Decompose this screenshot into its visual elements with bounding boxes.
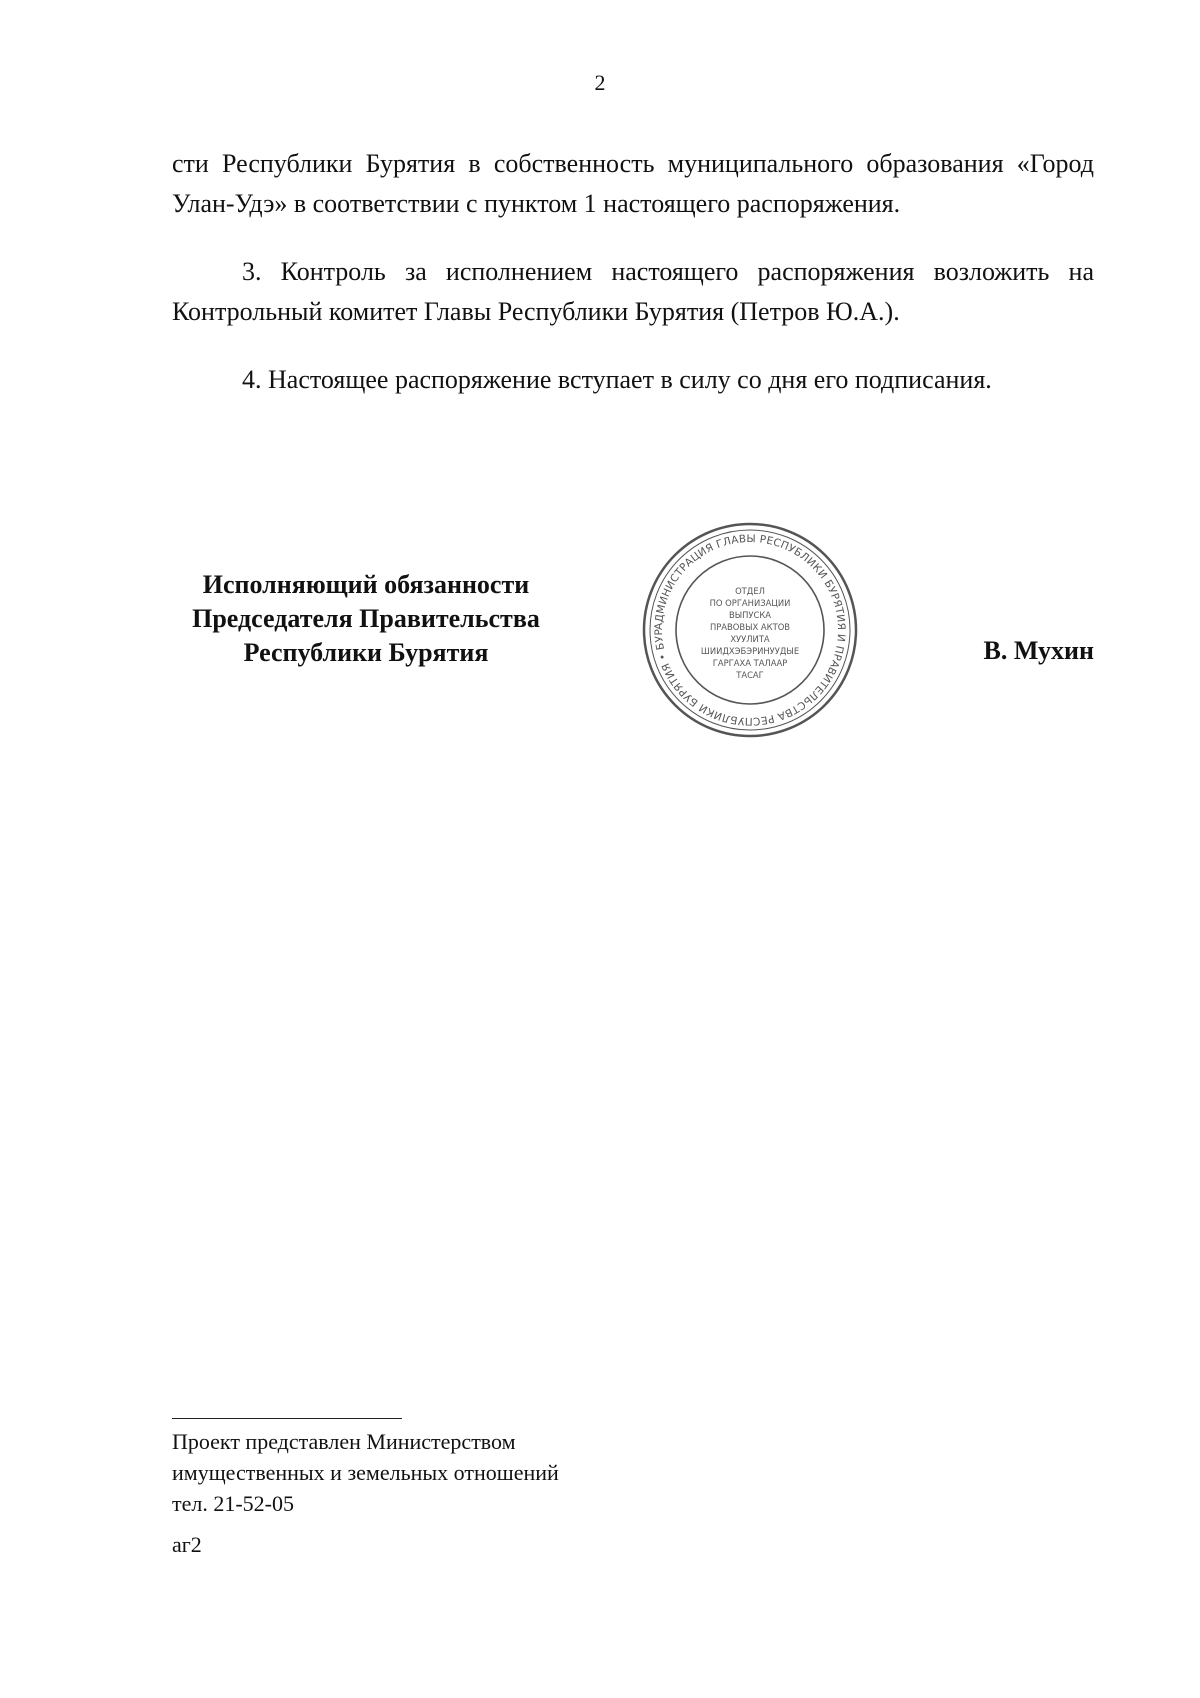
footnote-line: Проект представлен Министерством [172,1429,516,1454]
footnote [172,1426,772,1519]
stamp-center-text [701,586,799,680]
stamp-center-line: ПО ОРГАНИЗАЦИИ [709,598,791,608]
paragraph-continuation: сти Республики Бурятия в собственность муниципального образования «Город Улан-Удэ» в соответствии с пунктом 1 настоящего распоряжения. [172,149,1094,218]
stamp-center-line: ТАСАГ [736,670,764,680]
footnote-divider [172,1418,402,1419]
stamp-ring-textpath: АДМИНИСТРАЦИЯ ГЛАВЫ РЕСПУБЛИКИ БУРЯТИЯ И ПРАВИТЕЛЬСТВА РЕСПУБЛИКИ БУРЯТИЯ • БУР [652,532,848,728]
stamp-center-line: ШИИДХЭБЭРИНУУДЫЕ [700,646,800,656]
stamp-center-line: ВЫПУСКА [728,610,772,620]
paragraph-item-3: 3. Контроль за исполнением настоящего распоряжения возложить на Контрольный комитет Главы Республики Бурятия (Петров Ю.А.). [172,257,1094,326]
stamp-seal-icon [640,520,860,740]
signer-position-line: Исполняющий обязанности [202,570,530,599]
signer-position-line: Республики Бурятия [243,638,489,667]
footnote-line: имущественных и земельных отношений [172,1460,559,1485]
signer-position [160,568,572,670]
document-code: аг2 [172,1532,202,1557]
stamp-center-line: ПРАВОВЫХ АКТОВ [709,622,791,632]
stamp-center-line: ОТДЕЛ [735,586,765,596]
signer-position-line: Председателя Правительства [192,604,540,633]
signer-name: В. Мухин [983,636,1094,665]
stamp-center-line: ХУУЛИТА [730,634,770,644]
footnote-line: тел. 21-52-05 [172,1491,295,1516]
page-number: 2 [594,70,606,95]
stamp-center-line: ГАРГАХА ТАЛААР [712,658,788,668]
official-stamp [640,520,860,740]
paragraph-item-4: 4. Настоящее распоряжение вступает в силу со дня его подписания. [242,365,992,394]
